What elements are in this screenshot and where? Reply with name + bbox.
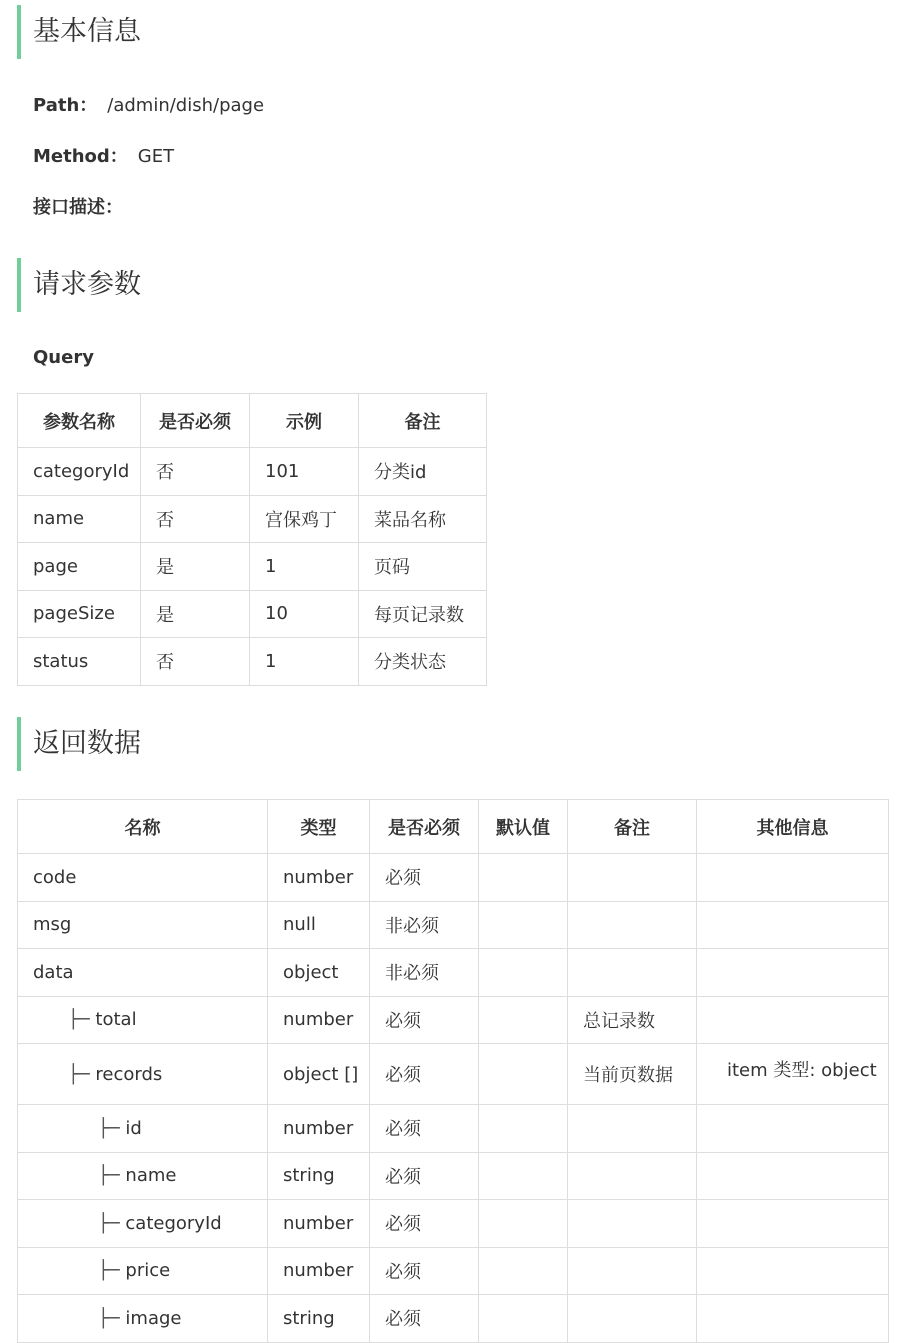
- query-header-cell: 是否必须: [141, 394, 250, 448]
- field-name-text: code: [33, 866, 77, 888]
- query-header-cell: 示例: [250, 394, 359, 448]
- param-name: categoryId: [18, 448, 141, 496]
- param-note: 分类状态: [359, 638, 487, 686]
- param-example: 1: [250, 638, 359, 686]
- field-name-text: msg: [33, 914, 72, 936]
- field-required: 必须: [370, 1247, 479, 1295]
- table-row: [18, 495, 487, 543]
- field-type: object []: [268, 1044, 370, 1105]
- section-title-request-params: 请求参数: [17, 258, 877, 312]
- field-default: [479, 1200, 568, 1248]
- field-required: 必须: [370, 996, 479, 1044]
- table-row: [18, 1105, 889, 1153]
- query-header-cell: 备注: [359, 394, 487, 448]
- field-other: item 类型: object: [697, 1044, 889, 1105]
- field-note: [568, 949, 697, 997]
- field-other: [697, 1200, 889, 1248]
- field-type: object: [268, 949, 370, 997]
- field-required: 必须: [370, 1295, 479, 1343]
- response-header-cell: 其他信息: [697, 800, 889, 854]
- field-name: [18, 1152, 268, 1200]
- param-note: 菜品名称: [359, 495, 487, 543]
- table-row: [18, 590, 487, 638]
- param-note: 页码: [359, 543, 487, 591]
- field-note: [568, 1152, 697, 1200]
- field-note: 总记录数: [568, 996, 697, 1044]
- description-row: [33, 196, 123, 220]
- field-name: [18, 1200, 268, 1248]
- field-required: 必须: [370, 1152, 479, 1200]
- param-name: name: [18, 495, 141, 543]
- field-type: number: [268, 1200, 370, 1248]
- field-default: [479, 854, 568, 902]
- query-header-row: [18, 394, 487, 448]
- field-required: 必须: [370, 1200, 479, 1248]
- field-default: [479, 1044, 568, 1105]
- table-row: [18, 1247, 889, 1295]
- param-required: 否: [141, 495, 250, 543]
- param-required: 否: [141, 638, 250, 686]
- field-other: [697, 1247, 889, 1295]
- field-other: [697, 996, 889, 1044]
- field-other: [697, 949, 889, 997]
- field-default: [479, 1247, 568, 1295]
- field-name: [18, 996, 268, 1044]
- tree-branch-icon: ├─: [98, 1260, 126, 1282]
- param-example: 10: [250, 590, 359, 638]
- param-name: status: [18, 638, 141, 686]
- field-other: [697, 854, 889, 902]
- field-other: [697, 901, 889, 949]
- field-other: [697, 1295, 889, 1343]
- section-title-basic-info: 基本信息: [17, 5, 877, 59]
- param-required: 是: [141, 543, 250, 591]
- field-default: [479, 949, 568, 997]
- description-label: 接口描述：: [33, 197, 123, 218]
- param-example: 101: [250, 448, 359, 496]
- field-name-text: data: [33, 961, 74, 983]
- field-name: [18, 1295, 268, 1343]
- field-required: 必须: [370, 1105, 479, 1153]
- field-type: number: [268, 1105, 370, 1153]
- field-default: [479, 996, 568, 1044]
- field-note: [568, 901, 697, 949]
- table-row: [18, 949, 889, 997]
- field-default: [479, 1295, 568, 1343]
- field-other: [697, 1105, 889, 1153]
- field-other: [697, 1152, 889, 1200]
- response-data-table: [17, 799, 889, 1343]
- field-name: [18, 1247, 268, 1295]
- param-note: 每页记录数: [359, 590, 487, 638]
- field-default: [479, 1105, 568, 1153]
- param-example: 宫保鸡丁: [250, 495, 359, 543]
- response-header-cell: 备注: [568, 800, 697, 854]
- field-name-text: total: [95, 1009, 137, 1031]
- path-label: Path：: [33, 95, 98, 116]
- method-value: GET: [137, 146, 175, 167]
- table-row: [18, 1044, 889, 1105]
- query-header-cell: 参数名称: [18, 394, 141, 448]
- field-name: [18, 1044, 268, 1105]
- table-row: [18, 996, 889, 1044]
- table-row: [18, 543, 487, 591]
- field-name: [18, 854, 268, 902]
- field-note: [568, 1295, 697, 1343]
- field-type: string: [268, 1295, 370, 1343]
- field-name-text: image: [125, 1307, 182, 1329]
- table-row: [18, 1295, 889, 1343]
- table-row: [18, 448, 487, 496]
- field-type: null: [268, 901, 370, 949]
- response-header-cell: 类型: [268, 800, 370, 854]
- query-params-table: [17, 393, 487, 686]
- field-name-text: price: [125, 1260, 171, 1282]
- path-value: /admin/dish/page: [107, 95, 265, 116]
- table-row: [18, 1152, 889, 1200]
- tree-branch-icon: ├─: [98, 1212, 126, 1234]
- tree-branch-icon: ├─: [68, 1063, 96, 1085]
- section-title-response-data: 返回数据: [17, 717, 877, 771]
- field-name: [18, 901, 268, 949]
- method-row: [33, 145, 174, 169]
- response-header-cell: 是否必须: [370, 800, 479, 854]
- param-required: 是: [141, 590, 250, 638]
- field-type: number: [268, 1247, 370, 1295]
- tree-branch-icon: ├─: [98, 1117, 126, 1139]
- method-label: Method：: [33, 146, 128, 167]
- field-required: 非必须: [370, 949, 479, 997]
- field-type: number: [268, 996, 370, 1044]
- field-required: 必须: [370, 1044, 479, 1105]
- field-name-text: id: [125, 1117, 142, 1139]
- param-required: 否: [141, 448, 250, 496]
- table-row: [18, 901, 889, 949]
- field-type: number: [268, 854, 370, 902]
- tree-branch-icon: ├─: [68, 1009, 96, 1031]
- field-required: 非必须: [370, 901, 479, 949]
- table-row: [18, 854, 889, 902]
- field-name: [18, 1105, 268, 1153]
- field-note: 当前页数据: [568, 1044, 697, 1105]
- field-note: [568, 854, 697, 902]
- field-note: [568, 1105, 697, 1153]
- field-type: string: [268, 1152, 370, 1200]
- path-row: [33, 94, 264, 118]
- field-name-text: records: [95, 1063, 163, 1085]
- param-example: 1: [250, 543, 359, 591]
- query-subheading: Query: [33, 347, 94, 368]
- field-required: 必须: [370, 854, 479, 902]
- field-name-text: categoryId: [125, 1212, 222, 1234]
- field-name: [18, 949, 268, 997]
- param-note: 分类id: [359, 448, 487, 496]
- response-header-row: [18, 800, 889, 854]
- param-name: pageSize: [18, 590, 141, 638]
- tree-branch-icon: ├─: [98, 1307, 126, 1329]
- field-default: [479, 901, 568, 949]
- field-default: [479, 1152, 568, 1200]
- tree-branch-icon: ├─: [98, 1165, 126, 1187]
- field-note: [568, 1247, 697, 1295]
- response-header-cell: 名称: [18, 800, 268, 854]
- response-header-cell: 默认值: [479, 800, 568, 854]
- field-name-text: name: [125, 1165, 177, 1187]
- field-note: [568, 1200, 697, 1248]
- table-row: [18, 638, 487, 686]
- table-row: [18, 1200, 889, 1248]
- param-name: page: [18, 543, 141, 591]
